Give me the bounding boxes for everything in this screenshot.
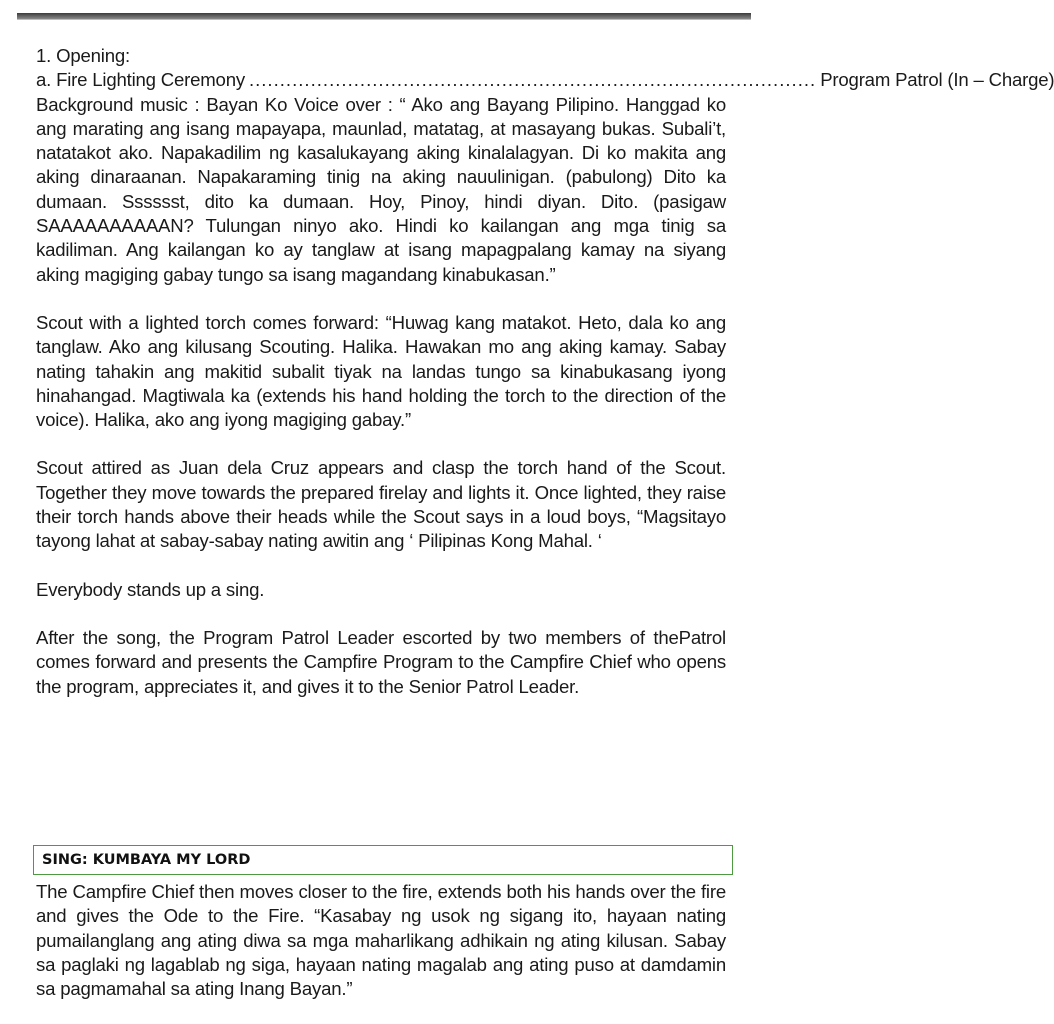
song-banner: SING: KUMBAYA MY LORD — [33, 845, 733, 875]
ceremony-assigned: Program Patrol (In – Charge) — [820, 69, 1054, 91]
ode-to-fire-paragraph: The Campfire Chief then moves closer to the fire, extends both his hands over the fire and gives the Ode to the Fire. “Kasabay ng usok ng sigang ito, hayaan nating pumailanglang ang ating diwa sa mga maharlikang adhikain ng ating kilusan. Sabay sa paglaki ng lagablab ng siga, hayaan nating magalab ang ating puso at damdamin sa pagmamahal sa ating Inang Bayan.” — [36, 881, 726, 1000]
ceremony-label: a. Fire Lighting Ceremony — [36, 69, 245, 91]
section-heading: 1. Opening: — [36, 45, 130, 66]
page-top-border — [17, 13, 751, 20]
juan-dela-cruz-paragraph: Scout attired as Juan dela Cruz appears and clasp the torch hand of the Scout. Together they move towards the prepared firelay and lights it. Once lighted, they raise their torch hands above their heads while the Scout says in a loud boys, “Magsitayo tayong lahat at sabay-sabay nating awitin ang ‘ Pilipinas Kong Mahal. ‘ — [36, 457, 726, 552]
ceremony-line — [36, 68, 1054, 92]
after-song-paragraph: After the song, the Program Patrol Leader escorted by two members of thePatrol comes forward and presents the Campfire Program to the Campfire Chief who opens the program, appreciates it, and gives it to the Senior Patrol Leader. — [36, 626, 726, 697]
document-body — [36, 44, 1054, 699]
ode-section — [36, 880, 726, 1001]
everybody-sings-paragraph: Everybody stands up a sing. — [36, 578, 265, 600]
voice-over-paragraph: Background music : Bayan Ko Voice over : “ Ako ang Bayang Pilipino. Hanggad ko ang marating ang isang mapayapa, maunlad, matatag, at masayang bukas. Subali’t, natatakot ako. Napakadilim ng kasalukayang aking kinalalagyan. Di ko makita ang aking dinaraanan. Napakaraming tinig na aking nauulinigan. (pabulong) Dito ka dumaan. Sssssst, dito ka dumaan. Hoy, Pinoy, hindi diyan. Dito. (pasigaw SAAAAAAAAAAN? Tulungan ninyo ako. Hindi ko kailangan ang mga tinig sa kadiliman. Ang kailangan ko ay tanglaw at isang mapagpalang kamay na siyang aking magiging gabay tungo sa isang magandang kinabukasan.” — [36, 93, 726, 285]
scout-torch-paragraph: Scout with a lighted torch comes forward: “Huwag kang matakot. Heto, dala ko ang tanglaw. Ako ang kilusang Scouting. Halika. Hawakan mo ang aking kamay. Sabay nating tahakin ang makitid subalit tiyak na landas tungo sa kinabukasang iyong hinahangad. Magtiwala ka (extends his hand holding the torch to the direction of the voice). Halika, ako ang iyong magiging gabay.” — [36, 311, 726, 431]
leader-dots: ............................................................................................ — [248, 69, 817, 91]
